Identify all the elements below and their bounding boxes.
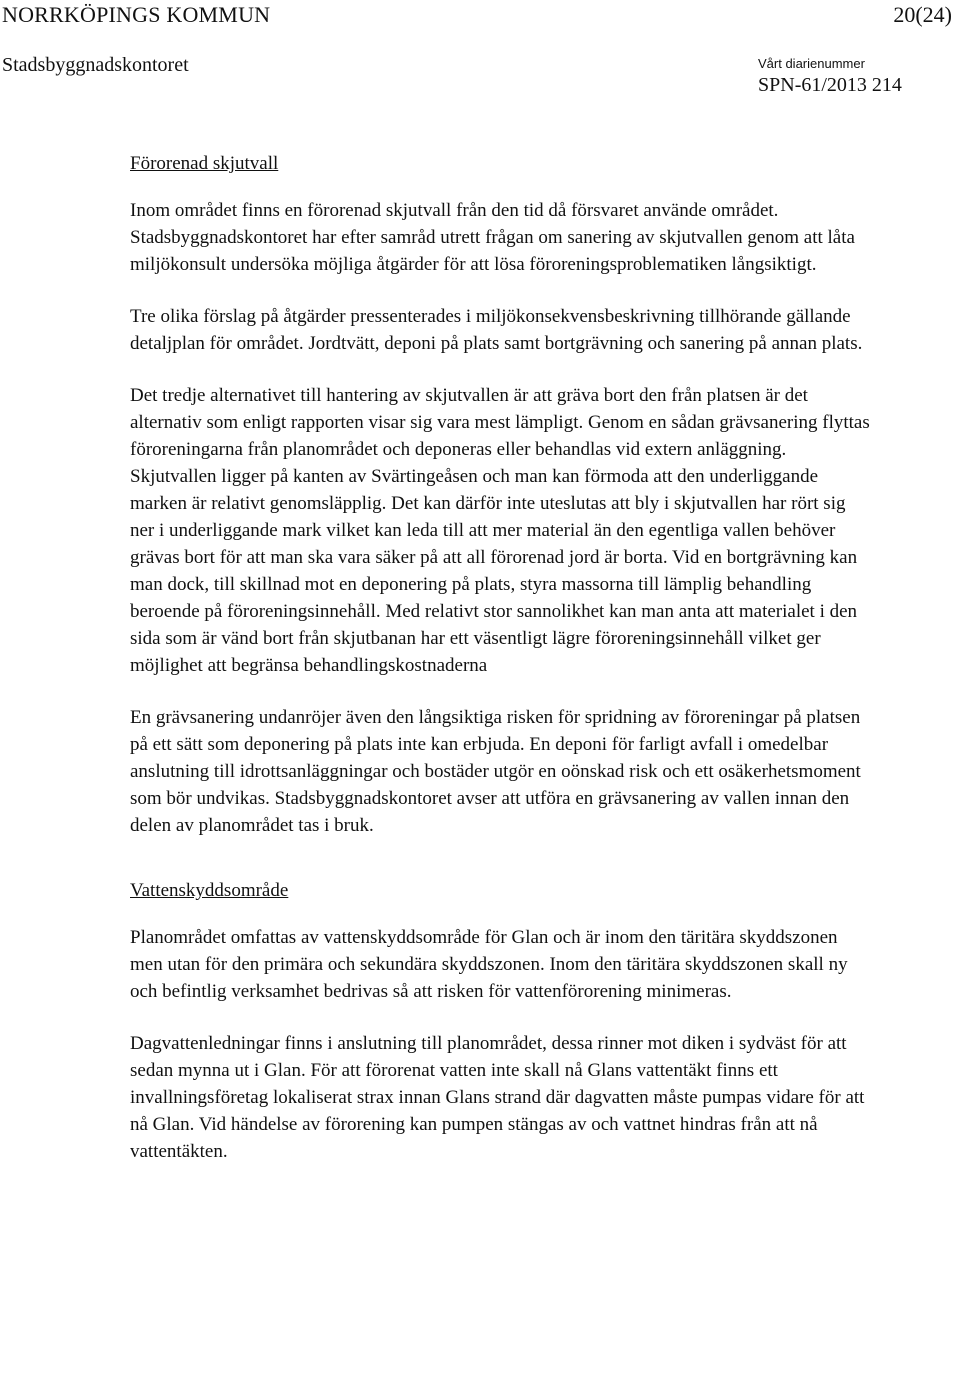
- page-number: 20(24): [893, 2, 952, 27]
- organization-name: NORRKÖPINGS KOMMUN: [2, 2, 271, 27]
- paragraph: Det tredje alternativet till hantering av skjutvallen är att gräva bort den från platsen är det alternativ som enligt rapporten visar sig vara mest lämpligt. Genom en sådan grävsanering flyttas föroreningarna från planområdet och deponeras eller behandlas vid extern anläggning. Skjutvallen ligger på kanten av Svärtingeåsen och man kan förmoda att den underliggande marken är relativt genomsläpplig. Det kan därför inte uteslutas att bly i skjutvallen har rört sig ner i underliggande mark vilket kan leda till att mer material än den egentliga vallen behöver grävas bort för att man ska vara säker på att all förorenad jord är borta. Vid en bortgrävning kan man dock, till skillnad mot en deponering på plats, styra massorna till lämplig behandling beroende på föroreningsinnehåll. Med relativt stor sannolikhet kan man anta att materialet i den sida som är vänd bort från skjutbanan har ett väsentligt lägre föroreningsinnehåll vilket ger möjlighet att begränsa behandlingskostnaderna: [130, 385, 870, 676]
- reference-label: Vårt diarienummer: [758, 56, 865, 71]
- document-body: [130, 150, 870, 1165]
- paragraph: Inom området finns en förorenad skjutvall från den tid då försvaret använde området. Stadsbyggnadskontoret har efter samråd utrett frågan om sanering av skjutvallen genom att låta miljökonsult undersöka möjliga åtgärder för att lösa föroreningsproblematiken långsiktigt.: [130, 200, 855, 275]
- section-contaminated-shooting-bank: [130, 150, 870, 839]
- section-heading: Vattenskyddsområde: [130, 880, 289, 901]
- paragraph: En grävsanering undanröjer även den långsiktiga risken för spridning av föroreningar på platsen på ett sätt som deponering på plats inte kan erbjuda. En deponi för farligt avfall i omedelbar anslutning till idrottsanläggningar och bostäder utgör en oönskad risk och ett osäkerhetsmoment som bör undvikas. Stadsbyggnadskontoret avser att utföra en grävsanering av vallen innan den delen av planområdet tas i bruk.: [130, 707, 861, 836]
- department-name: Stadsbyggnadskontoret: [2, 54, 189, 76]
- paragraph: Dagvattenledningar finns i anslutning till planområdet, dessa rinner mot diken i sydväst för att sedan mynna ut i Glan. För att förorenat vatten inte skall nå Glans vattentäkt finns ett invallningsföretag lokaliserat strax innan Glans strand där dagvatten måste pumpas vidare för att nå Glan. Vid händelse av förorening kan pumpen stängas av och vattnet hindras från att nå vattentäkten.: [130, 1033, 865, 1162]
- section-heading: Förorenad skjutvall: [130, 153, 279, 174]
- paragraph: Planområdet omfattas av vattenskyddsområde för Glan och är inom den täritära skyddszonen men utan för den primära och sekundära skyddszonen. Inom den täritära skyddszonen skall ny och befintlig verksamhet bedrivas så att risken för vattenförorening minimeras.: [130, 927, 848, 1002]
- paragraph: Tre olika förslag på åtgärder pressenterades i miljökonsekvensbeskrivning tillhörande gällande detaljplan för området. Jordtvätt, deponi på plats samt bortgrävning och sanering på annan plats.: [130, 306, 863, 354]
- reference-number: SPN-61/2013 214: [758, 74, 902, 96]
- section-water-protection-area: [130, 877, 870, 1165]
